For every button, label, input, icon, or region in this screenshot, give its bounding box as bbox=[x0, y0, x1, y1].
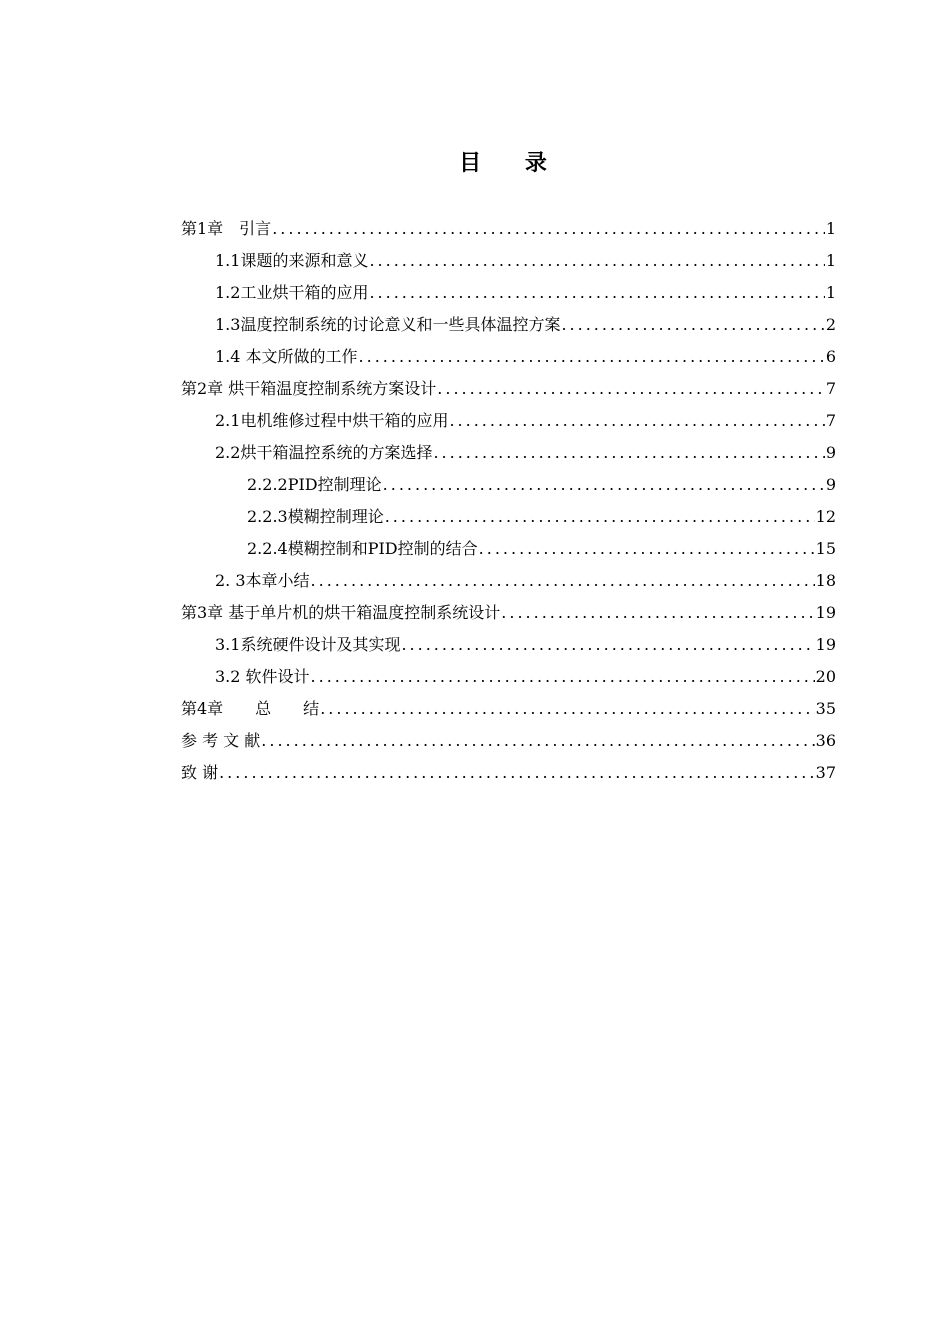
toc-title: 目 录 bbox=[459, 151, 565, 176]
toc-leader-dots bbox=[369, 245, 824, 277]
toc-entry[interactable] bbox=[181, 629, 836, 661]
toc-leader-dots bbox=[383, 469, 825, 501]
toc-leader-dots bbox=[320, 693, 814, 725]
toc-entry-page: 1 bbox=[825, 283, 836, 302]
toc-entry[interactable] bbox=[181, 405, 836, 437]
toc-entry[interactable] bbox=[181, 469, 836, 501]
toc-entry-page: 7 bbox=[825, 379, 836, 398]
toc-entry-page: 20 bbox=[815, 667, 836, 686]
toc-leader-dots bbox=[561, 309, 824, 341]
toc-entry-page: 1 bbox=[825, 219, 836, 238]
toc-entry[interactable] bbox=[181, 341, 836, 373]
toc-entry-page: 6 bbox=[825, 347, 836, 366]
toc-entry[interactable] bbox=[181, 565, 836, 597]
toc-entry-label: 3.2 软件设计 bbox=[215, 667, 310, 686]
toc-leader-dots bbox=[369, 277, 824, 309]
toc-entry[interactable] bbox=[181, 661, 836, 693]
toc-entry[interactable] bbox=[181, 757, 836, 789]
toc-entry[interactable] bbox=[181, 373, 836, 405]
toc-entry-page: 2 bbox=[825, 315, 836, 334]
toc-entry[interactable] bbox=[181, 309, 836, 341]
toc-entry-label: 2. 3本章小结 bbox=[215, 571, 310, 590]
toc-entry-label: 第3章 基于单片机的烘干箱温度控制系统设计 bbox=[181, 603, 501, 622]
toc-entry[interactable] bbox=[181, 245, 836, 277]
toc-entry-page: 37 bbox=[815, 763, 836, 782]
toc-entry-label: 第2章 烘干箱温度控制系统方案设计 bbox=[181, 379, 437, 398]
toc-entry[interactable] bbox=[181, 437, 836, 469]
toc-entry-label: 2.2烘干箱温控系统的方案选择 bbox=[215, 443, 433, 462]
toc-entry-label: 2.1电机维修过程中烘干箱的应用 bbox=[215, 411, 449, 430]
toc-leader-dots bbox=[385, 501, 815, 533]
toc-entry[interactable] bbox=[181, 693, 836, 725]
toc-leader-dots bbox=[501, 597, 814, 629]
toc-leader-dots bbox=[219, 757, 815, 789]
toc-entry-page: 1 bbox=[825, 251, 836, 270]
toc-leader-dots bbox=[437, 373, 825, 405]
toc-entry[interactable] bbox=[181, 213, 836, 245]
toc-entry-page: 9 bbox=[825, 443, 836, 462]
table-of-contents bbox=[181, 213, 836, 789]
toc-leader-dots bbox=[479, 533, 815, 565]
toc-leader-dots bbox=[449, 405, 824, 437]
toc-entry[interactable] bbox=[181, 277, 836, 309]
toc-entry[interactable] bbox=[181, 533, 836, 565]
toc-entry-label: 2.2.3模糊控制理论 bbox=[247, 507, 384, 526]
toc-entry-page: 18 bbox=[815, 571, 836, 590]
toc-entry-page: 7 bbox=[825, 411, 836, 430]
toc-entry-page: 36 bbox=[815, 731, 836, 750]
toc-entry-label: 1.4 本文所做的工作 bbox=[215, 347, 358, 366]
toc-entry-label: 致 谢 bbox=[181, 763, 219, 782]
toc-entry-label: 2.2.4模糊控制和PID控制的结合 bbox=[247, 539, 478, 558]
toc-entry[interactable] bbox=[181, 501, 836, 533]
toc-entry[interactable] bbox=[181, 725, 836, 757]
toc-entry-page: 12 bbox=[815, 507, 836, 526]
toc-entry-label: 1.3温度控制系统的讨论意义和一些具体温控方案 bbox=[215, 315, 561, 334]
toc-leader-dots bbox=[311, 565, 815, 597]
toc-entry-label: 第4章 总 结 bbox=[181, 699, 320, 718]
toc-leader-dots bbox=[272, 213, 825, 245]
toc-entry-label: 第1章 引言 bbox=[181, 219, 272, 238]
toc-entry-page: 35 bbox=[815, 699, 836, 718]
toc-leader-dots bbox=[261, 725, 814, 757]
toc-entry-page: 19 bbox=[815, 603, 836, 622]
toc-leader-dots bbox=[401, 629, 814, 661]
toc-leader-dots bbox=[359, 341, 825, 373]
toc-entry-page: 15 bbox=[815, 539, 836, 558]
toc-entry-page: 9 bbox=[825, 475, 836, 494]
toc-entry-label: 2.2.2PID控制理论 bbox=[247, 475, 382, 494]
toc-entry-page: 19 bbox=[815, 635, 836, 654]
toc-entry-label: 1.1课题的来源和意义 bbox=[215, 251, 369, 270]
toc-leader-dots bbox=[433, 437, 824, 469]
toc-entry[interactable] bbox=[181, 597, 836, 629]
toc-leader-dots bbox=[311, 661, 815, 693]
toc-entry-label: 参 考 文 献 bbox=[181, 731, 261, 750]
toc-entry-label: 3.1系统硬件设计及其实现 bbox=[215, 635, 401, 654]
toc-entry-label: 1.2工业烘干箱的应用 bbox=[215, 283, 369, 302]
